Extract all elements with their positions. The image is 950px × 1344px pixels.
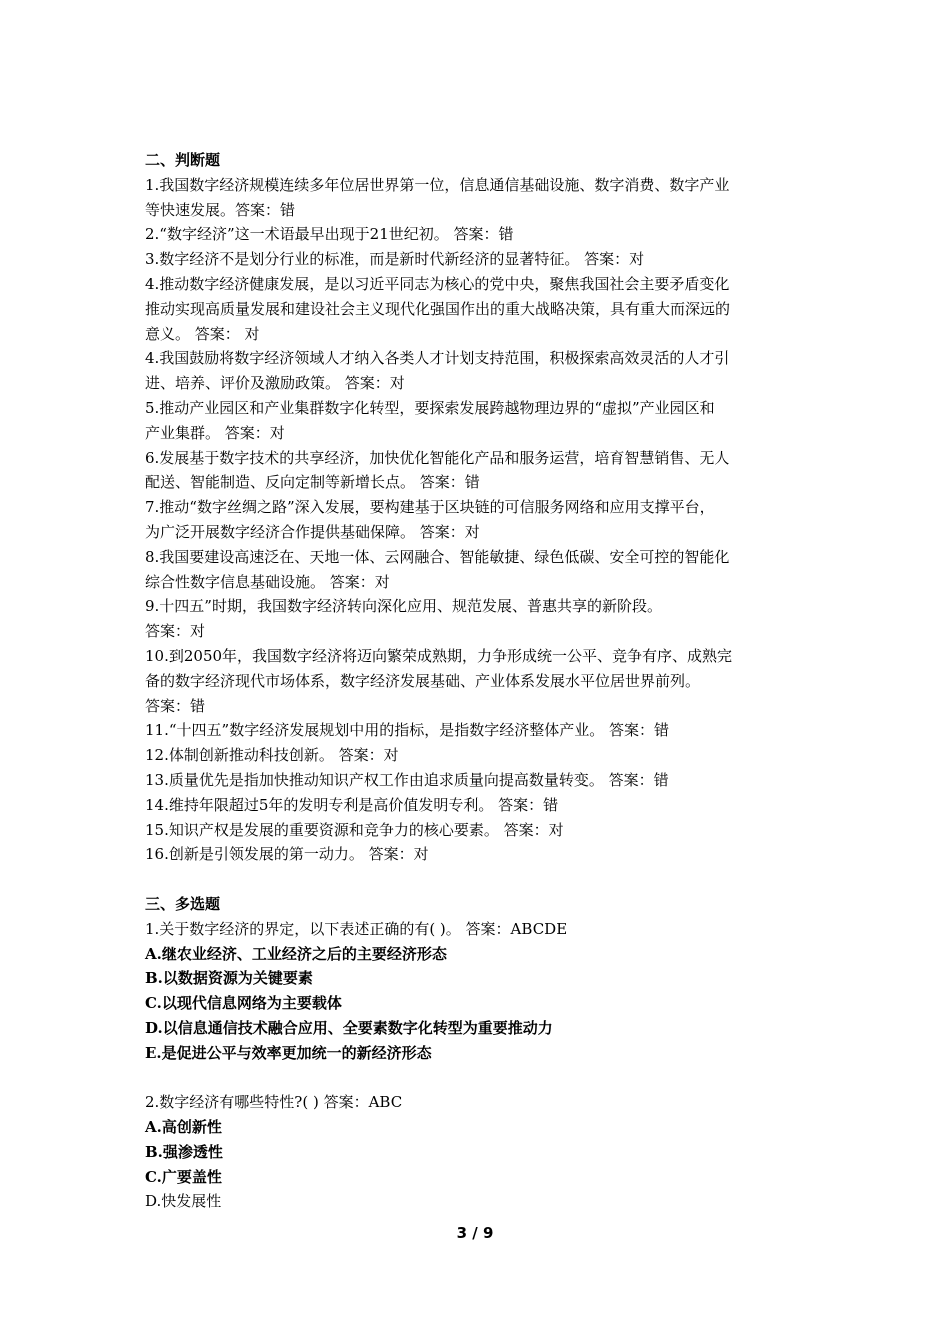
mc-question-2: 2.数字经济有哪些特性?( ) 答案：ABC: [145, 1093, 403, 1112]
judgment-line: 配送、智能制造、反向定制等新增长点。 答案：错: [145, 473, 480, 492]
judgment-line: 答案：对: [145, 622, 206, 641]
judgment-question-list: [145, 173, 815, 867]
mc-q2-option-b: B.强渗透性: [145, 1142, 223, 1161]
section-heading-judgment: 二、判断题: [145, 151, 221, 169]
judgment-line: 8.我国要建设高速泛在、天地一体、云网融合、智能敏捷、绿色低碳、安全可控的智能化: [145, 547, 730, 566]
judgment-line: 7.推动“数字丝绸之路”深入发展，要构建基于区块链的可信服务网络和应用支撑平台，: [145, 498, 715, 517]
judgment-line: 答案：错: [145, 696, 206, 715]
spacer: [145, 1065, 815, 1090]
judgment-line: 备的数字经济现代市场体系，数字经济发展基础、产业体系发展水平位居世界前列。: [145, 671, 701, 690]
judgment-line: 等快速发展。答案：错: [145, 200, 296, 219]
judgment-line: 综合性数字信息基础设施。 答案：对: [145, 572, 390, 591]
judgment-line: 5.推动产业园区和产业集群数字化转型，要探索发展跨越物理边界的“虚拟”产业园区和: [145, 398, 715, 417]
judgment-line: 进、培养、评价及激励政策。 答案：对: [145, 374, 405, 393]
mc-q1-option-b: B.以数据资源为关键要素: [145, 969, 313, 988]
judgment-line: 10.到2050年，我国数字经济将迈向繁荣成熟期，力争形成统一公平、竞争有序、成熟完: [145, 646, 733, 665]
page-number: 3 / 9: [456, 1224, 494, 1242]
mc-q2-option-d: D.快发展性: [145, 1192, 222, 1211]
judgment-line: 4.我国鼓励将数字经济领域人才纳入各类人才计划支持范围，积极探索高效灵活的人才引: [145, 349, 730, 368]
mc-q1-option-a: A.继农业经济、工业经济之后的主要经济形态: [145, 944, 447, 963]
judgment-line: 12.体制创新推动科技创新。 答案：对: [145, 746, 399, 765]
mc-q1-option-c: C.以现代信息网络为主要载体: [145, 994, 342, 1013]
judgment-line: 2.“数字经济”这一术语最早出现于21世纪初。 答案：错: [145, 225, 514, 244]
judgment-line: 13.质量优先是指加快推动知识产权工作由追求质量向提高数量转变。 答案：错: [145, 770, 669, 789]
judgment-line: 16.创新是引领发展的第一动力。 答案：对: [145, 845, 429, 864]
mc-q1-option-e: E.是促进公平与效率更加统一的新经济形态: [145, 1043, 432, 1062]
judgment-line: 15.知识产权是发展的重要资源和竞争力的核心要素。 答案：对: [145, 820, 564, 839]
judgment-line: 推动实现高质量发展和建设社会主义现代化强国作出的重大战略决策，具有重大而深远的: [145, 299, 731, 318]
spacer: [145, 867, 815, 892]
judgment-line: 意义。 答案： 对: [145, 324, 260, 343]
judgment-line: 1.我国数字经济规模连续多年位居世界第一位，信息通信基础设施、数字消费、数字产业: [145, 175, 730, 194]
judgment-line: 产业集群。 答案：对: [145, 423, 285, 442]
judgment-line: 11.“十四五”数字经济发展规划中用的指标，是指数字经济整体产业。 答案：错: [145, 721, 669, 740]
mc-q2-option-c: C.广要盖性: [145, 1167, 222, 1186]
section-heading-multiple-choice: 三、多选题: [145, 894, 221, 913]
mc-question-1: 1.关于数字经济的界定，以下表述正确的有( )。 答案：ABCDE: [145, 919, 568, 938]
judgment-line: 3.数字经济不是划分行业的标准，而是新时代新经济的显著特征。 答案：对: [145, 250, 645, 269]
mc-q1-option-d: D.以信息通信技术融合应用、全要素数字化转型为重要推动力: [145, 1018, 553, 1037]
document-page: [145, 148, 815, 1214]
judgment-line: 4.推动数字经济健康发展，是以习近平同志为核心的党中央，聚焦我国社会主要矛盾变化: [145, 274, 730, 293]
judgment-line: 6.发展基于数字技术的共享经济，加快优化智能化产品和服务运营，培育智慧销售、无人: [145, 448, 730, 467]
judgment-line: 14.维持年限超过5年的发明专利是高价值发明专利。 答案：错: [145, 795, 559, 814]
mc-q2-option-a: A.高创新性: [145, 1118, 222, 1137]
judgment-line: 9.十四五”时期，我国数字经济转向深化应用、规范发展、普惠共享的新阶段。: [145, 597, 662, 616]
judgment-line: 为广泛开展数字经济合作提供基础保障。 答案：对: [145, 522, 480, 541]
